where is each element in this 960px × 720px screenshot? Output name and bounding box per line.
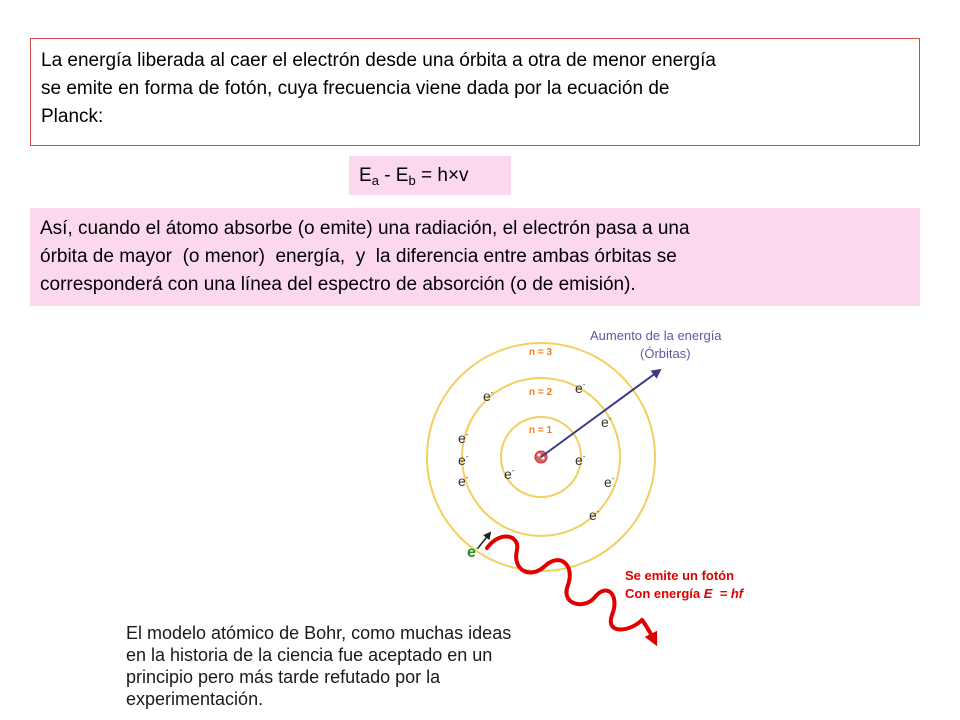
electron: e- [575,380,586,396]
photon-label-2: Con energía E = hf [625,586,744,601]
intro-line: se emite en forma de fotón, cuya frecuencia viene dada por la ecuación de [41,78,670,99]
explanation-textbox [30,208,920,306]
caption-line: en la historia de la ciencia fue aceptado en un [126,645,493,665]
energy-label-2: (Órbitas) [640,346,691,361]
formula-rhs: = h×v [415,165,469,186]
explanation-line: corresponderá con una línea del espectro de absorción (o de emisión). [40,274,636,295]
photon-wave [487,536,642,629]
formula-sub-b: b [408,173,416,188]
electron: e- [458,473,469,489]
electron: e- [601,414,612,430]
nucleus-dot [538,454,541,457]
orbit-label-n3: n = 3 [529,347,553,358]
explanation-line: Así, cuando el átomo absorbe (o emite) una radiación, el electrón pasa a una [40,218,690,239]
energy-label-1: Aumento de la energía [590,328,722,343]
intro-line: La energía liberada al caer el electrón desde una órbita a otra de menor energía [41,50,716,71]
formula-ea: E [359,165,372,186]
caption-line: principio pero más tarde refutado por la [126,667,441,687]
orbit-label-n2: n = 2 [529,387,553,398]
electron: e- [458,430,469,446]
emitted-electron: e- [467,543,479,561]
planck-formula [349,156,511,195]
bohr-caption [126,622,566,710]
caption-line: experimentación. [126,689,264,709]
electron: e- [504,466,515,482]
electron: e- [458,452,469,468]
caption-line: El modelo atómico de Bohr, como muchas ideas [126,623,512,643]
electron: e- [483,388,494,404]
formula-minus-eb: - E [378,165,409,186]
electron: e- [575,452,586,468]
electron: e- [604,474,615,490]
explanation-line: órbita de mayor (o menor) energía, y la diferencia entre ambas órbitas se [40,246,677,267]
photon-wave-tail [642,620,654,640]
bohr-model-diagram [380,318,780,648]
formula-sub-a: a [371,173,379,188]
electron: e- [589,507,600,523]
orbit-label-n1: n = 1 [529,425,553,436]
intro-line: Planck: [41,106,104,127]
photon-label-1: Se emite un fotón [625,568,735,583]
intro-textbox [30,38,920,146]
